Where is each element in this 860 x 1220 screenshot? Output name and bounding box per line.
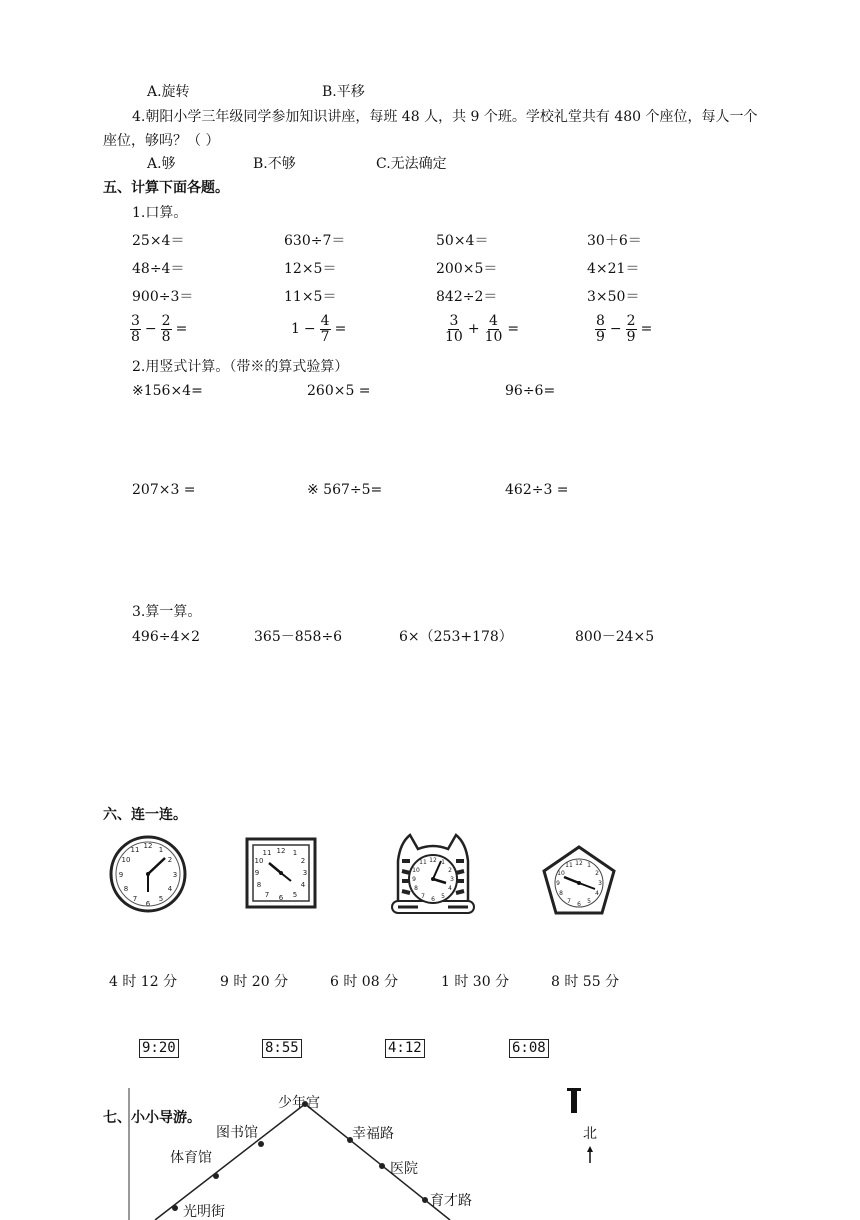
q4-line1: 4.朝阳小学三年级同学参加知识讲座，每班 48 人，共 9 个班。学校礼堂共有 480 个座位，每人一个 bbox=[132, 109, 758, 125]
oral-item: 900÷3＝ bbox=[132, 289, 194, 305]
svg-text:3: 3 bbox=[172, 871, 178, 879]
svg-text:10: 10 bbox=[412, 867, 420, 874]
denominator: 8 bbox=[161, 328, 171, 345]
operator: − bbox=[303, 321, 316, 338]
mixed-item: 496÷4×2 bbox=[132, 629, 200, 645]
oral-item: 630÷7＝ bbox=[284, 233, 346, 249]
section6-title: 六、连一连。 bbox=[103, 807, 187, 823]
denominator: 10 bbox=[445, 328, 463, 345]
denominator: 8 bbox=[131, 328, 140, 345]
svg-text:11: 11 bbox=[419, 859, 427, 866]
equals: = bbox=[507, 321, 520, 338]
vertical-item: ※156×4= bbox=[132, 383, 203, 399]
svg-text:4: 4 bbox=[167, 885, 173, 893]
q4-option-b: B.不够 bbox=[253, 156, 296, 172]
svg-text:2: 2 bbox=[167, 856, 173, 864]
vertical-item: 462÷3 = bbox=[505, 482, 569, 498]
place-label: 幸福路 bbox=[352, 1126, 394, 1142]
fraction-expression bbox=[291, 314, 346, 344]
svg-text:10: 10 bbox=[254, 857, 264, 865]
svg-text:11: 11 bbox=[130, 846, 140, 854]
mixed-item: 365－858÷6 bbox=[254, 629, 343, 645]
oral-item: 48÷4＝ bbox=[132, 261, 185, 277]
svg-text:2: 2 bbox=[300, 857, 306, 865]
cat-clock-icon bbox=[388, 831, 478, 917]
svg-text:10: 10 bbox=[121, 856, 131, 864]
square-clock-icon bbox=[245, 837, 317, 909]
operator: − bbox=[609, 321, 622, 338]
digital-time-box: 9:20 bbox=[139, 1039, 179, 1058]
operator: − bbox=[144, 321, 157, 338]
section5-sub3: 3.算一算。 bbox=[132, 604, 202, 620]
digital-time-box: 4:12 bbox=[385, 1039, 425, 1058]
svg-text:8: 8 bbox=[414, 885, 418, 892]
place-label: 少年宫 bbox=[278, 1095, 320, 1111]
svg-text:8: 8 bbox=[559, 890, 563, 897]
svg-text:6: 6 bbox=[577, 901, 581, 908]
vertical-item: 207×3 = bbox=[132, 482, 196, 498]
svg-text:12: 12 bbox=[276, 847, 286, 855]
svg-text:1: 1 bbox=[441, 859, 445, 866]
time-label: 4 时 12 分 bbox=[109, 974, 178, 990]
option-b-translate: B.平移 bbox=[322, 84, 365, 100]
pentagon-clock-icon bbox=[542, 845, 616, 917]
svg-text:6: 6 bbox=[145, 900, 151, 908]
svg-text:4: 4 bbox=[448, 885, 452, 892]
svg-text:11: 11 bbox=[262, 849, 272, 857]
numerator: 4 bbox=[489, 313, 498, 329]
svg-text:7: 7 bbox=[567, 898, 571, 905]
place-label: 育才路 bbox=[430, 1193, 472, 1209]
svg-text:1: 1 bbox=[292, 849, 298, 857]
svg-text:7: 7 bbox=[264, 891, 270, 899]
section7-title: 七、小小导游。 bbox=[103, 1110, 201, 1126]
svg-text:9: 9 bbox=[556, 880, 560, 887]
svg-text:10: 10 bbox=[557, 870, 565, 877]
svg-text:4: 4 bbox=[595, 890, 599, 897]
oral-item: 4×21＝ bbox=[587, 261, 640, 277]
oral-item: 12×5＝ bbox=[284, 261, 337, 277]
section5-sub2: 2.用竖式计算。（带※的算式验算） bbox=[132, 359, 349, 375]
fraction-expression bbox=[595, 314, 652, 344]
numerator: 3 bbox=[449, 313, 459, 329]
time-label: 9 时 20 分 bbox=[220, 974, 289, 990]
svg-text:6: 6 bbox=[431, 896, 435, 903]
svg-text:5: 5 bbox=[292, 891, 298, 899]
mixed-item: 800－24×5 bbox=[575, 629, 655, 645]
svg-text:3: 3 bbox=[598, 880, 602, 887]
svg-text:5: 5 bbox=[158, 895, 164, 903]
time-label: 6 时 08 分 bbox=[330, 974, 399, 990]
oral-item: 50×4＝ bbox=[436, 233, 489, 249]
q4-line2: 座位，够吗？（ ） bbox=[103, 133, 220, 149]
svg-text:7: 7 bbox=[421, 893, 425, 900]
digital-time-box: 6:08 bbox=[509, 1039, 549, 1058]
svg-text:1: 1 bbox=[587, 862, 591, 869]
svg-text:5: 5 bbox=[441, 893, 445, 900]
svg-text:9: 9 bbox=[254, 869, 260, 877]
equals: = bbox=[334, 321, 347, 338]
round-clock-icon bbox=[108, 834, 188, 914]
denominator: 9 bbox=[596, 328, 605, 345]
vertical-item: ※ 567÷5= bbox=[307, 482, 383, 498]
place-label: 医院 bbox=[390, 1161, 418, 1177]
fraction-expression bbox=[444, 314, 519, 344]
svg-text:9: 9 bbox=[412, 876, 416, 883]
oral-item: 30＋6＝ bbox=[587, 233, 642, 249]
equals: = bbox=[640, 321, 653, 338]
place-label: 光明街 bbox=[183, 1204, 225, 1220]
numerator: 2 bbox=[626, 313, 636, 329]
svg-text:12: 12 bbox=[143, 842, 153, 850]
svg-text:12: 12 bbox=[429, 857, 437, 864]
oral-item: 11×5＝ bbox=[284, 289, 337, 305]
svg-text:2: 2 bbox=[595, 870, 599, 877]
operator: + bbox=[467, 321, 480, 338]
numerator: 8 bbox=[596, 313, 605, 329]
mixed-item: 6×（253+178） bbox=[399, 629, 513, 645]
denominator: 7 bbox=[320, 328, 330, 345]
svg-text:7: 7 bbox=[132, 895, 138, 903]
svg-text:8: 8 bbox=[123, 885, 129, 893]
numerator: 3 bbox=[131, 313, 140, 329]
svg-text:1: 1 bbox=[158, 846, 164, 854]
oral-item: 3×50＝ bbox=[587, 289, 640, 305]
denominator: 10 bbox=[484, 328, 503, 345]
svg-text:9: 9 bbox=[118, 871, 124, 879]
q4-option-a: A.够 bbox=[147, 156, 176, 172]
numerator: 2 bbox=[161, 313, 171, 329]
vertical-item: 260×5 = bbox=[307, 383, 371, 399]
svg-text:11: 11 bbox=[565, 862, 573, 869]
oral-item: 200×5＝ bbox=[436, 261, 498, 277]
svg-text:2: 2 bbox=[448, 867, 452, 874]
whole-number: 1 bbox=[291, 321, 300, 338]
place-label: 图书馆 bbox=[216, 1125, 258, 1141]
place-label: 体育馆 bbox=[170, 1150, 212, 1166]
oral-item: 25×4＝ bbox=[132, 233, 185, 249]
time-label: 8 时 55 分 bbox=[551, 974, 620, 990]
vertical-item: 96÷6= bbox=[505, 383, 556, 399]
section5-title: 五、计算下面各题。 bbox=[103, 180, 229, 196]
digital-time-box: 8:55 bbox=[262, 1039, 302, 1058]
svg-text:6: 6 bbox=[278, 894, 284, 902]
svg-text:4: 4 bbox=[300, 881, 306, 889]
svg-text:3: 3 bbox=[302, 869, 308, 877]
q4-option-c: C.无法确定 bbox=[376, 156, 447, 172]
north-arrow-icon bbox=[585, 1146, 595, 1164]
north-marker-icon bbox=[565, 1088, 583, 1114]
numerator: 4 bbox=[320, 313, 330, 329]
svg-text:3: 3 bbox=[450, 876, 454, 883]
north-label: 北 bbox=[583, 1126, 597, 1142]
section5-sub1: 1.口算。 bbox=[132, 205, 188, 221]
fraction-expression bbox=[130, 314, 187, 344]
oral-item: 842÷2＝ bbox=[436, 289, 498, 305]
time-label: 1 时 30 分 bbox=[441, 974, 510, 990]
option-a-rotate: A.旋转 bbox=[147, 84, 190, 100]
denominator: 9 bbox=[626, 328, 636, 345]
svg-text:12: 12 bbox=[575, 860, 583, 867]
svg-text:5: 5 bbox=[587, 898, 591, 905]
equals: = bbox=[175, 321, 188, 338]
svg-text:8: 8 bbox=[256, 881, 262, 889]
